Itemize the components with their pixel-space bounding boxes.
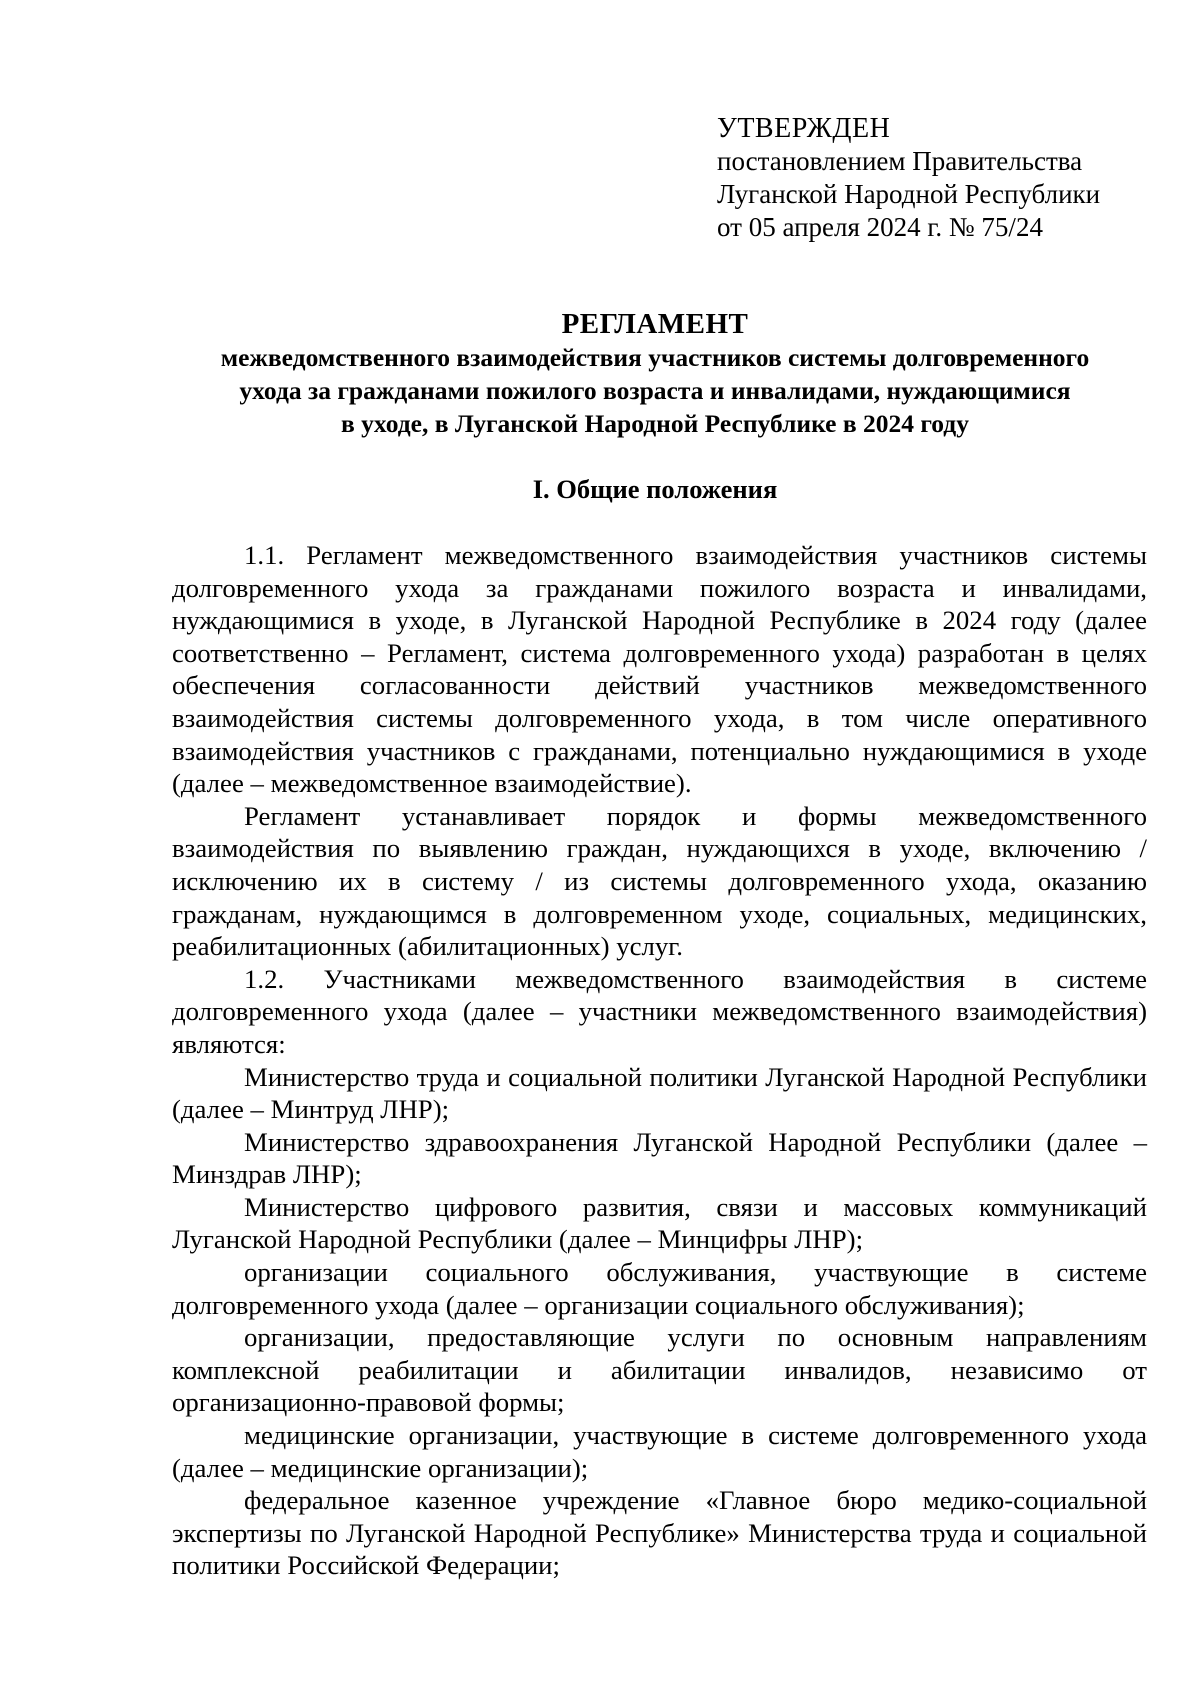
document-title: РЕГЛАМЕНТ bbox=[561, 308, 749, 340]
paragraph-1-1: 1.1. Регламент межведомственного взаимодействия участников системы долговременного ухода за гражданами пожилого возраста и инвалидами, нуждающимися в уходе, в Луганской Народной Республике в 2024 году (далее соответственно – Регламент, система долговременного ухода) разработан в целях обеспечения согласованности действий участников межведомственного взаимодействия системы долговременного ухода, в том числе оперативного взаимодействия участников с гражданами, потенциально нуждающимися в уходе (далее – межведомственное взаимодействие). bbox=[172, 540, 1147, 799]
participant-rehabilitation-organizations: организации, предоставляющие услуги по основным направлениям комплексной реабилитации и абилитации инвалидов, независимо от организационно-правовой формы; bbox=[172, 1322, 1147, 1418]
section-heading: I. Общие положения bbox=[532, 474, 778, 504]
participant-mincifry: Министерство цифрового развития, связи и массовых коммуникаций Луганской Народной Республики (далее – Минцифры ЛНР); bbox=[172, 1191, 1147, 1255]
approval-block bbox=[717, 112, 1100, 244]
document-subtitle bbox=[160, 341, 1150, 440]
subtitle-line-1: межведомственного взаимодействия участников системы долговременного bbox=[220, 343, 1090, 372]
subtitle-line-3: в уходе, в Луганской Народной Республике в 2024 году bbox=[341, 409, 969, 438]
approval-line-2: Луганской Народной Республики bbox=[717, 179, 1101, 209]
paragraph-1-2: 1.2. Участниками межведомственного взаимодействия в системе долговременного ухода (далее – участники межведомственного взаимодействия) являются: bbox=[172, 963, 1147, 1059]
approval-line-3: от 05 апреля 2024 г. № 75/24 bbox=[717, 212, 1043, 242]
document-body bbox=[172, 539, 1147, 1582]
participant-medical-organizations: медицинские организации, участвующие в системе долговременного ухода (далее – медицинские организации); bbox=[172, 1420, 1147, 1483]
paragraph-regulation-scope: Регламент устанавливает порядок и формы межведомственного взаимодействия по выявлению граждан, нуждающихся в уходе, включению / исключению их в систему / из системы долговременного ухода, оказанию гражданам, нуждающимся в долговременном уходе, социальных, медицинских, реабилитационных (абилитационных) услуг. bbox=[172, 800, 1147, 962]
participant-minzdrav: Министерство здравоохранения Луганской Народной Республики (далее – Минздрав ЛНР); bbox=[172, 1126, 1147, 1190]
participant-medical-social-expertise-bureau: федеральное казенное учреждение «Главное бюро медико-социальной экспертизы по Луганской Народной Республике» Министерства труда и социальной политики Российской Федерации; bbox=[172, 1485, 1147, 1581]
participant-mintrud: Министерство труда и социальной политики Луганской Народной Республики (далее – Минтруд ЛНР); bbox=[172, 1061, 1147, 1125]
subtitle-line-2: ухода за гражданами пожилого возраста и инвалидами, нуждающимися bbox=[239, 376, 1071, 405]
participant-social-organizations: организации социального обслуживания, участвующие в системе долговременного ухода (далее – организации социального обслуживания); bbox=[172, 1257, 1147, 1320]
approval-line-1: постановлением Правительства bbox=[717, 146, 1083, 176]
title-block bbox=[160, 308, 1150, 440]
approval-stamp: УТВЕРЖДЕН bbox=[717, 113, 891, 144]
